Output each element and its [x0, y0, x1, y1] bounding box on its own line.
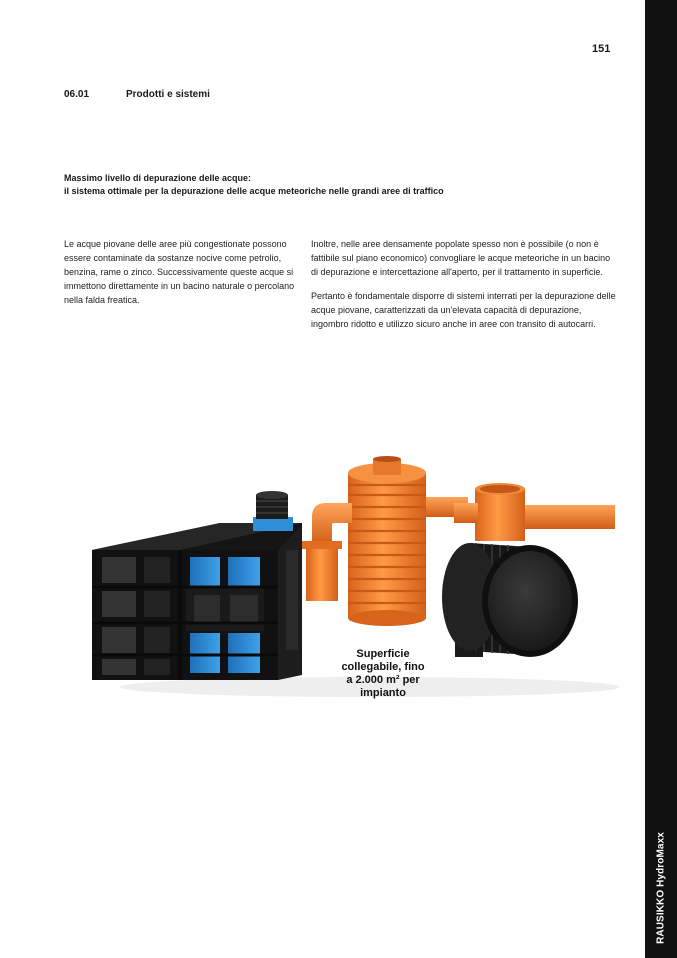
body-paragraph: Pertanto è fondamentale disporre di sistemi interrati per la depurazione delle acque piovane, caratterizzati da un'elevata capacità di depurazione, ingombro ridotto e utilizzo sicuro anche in aree con transito di autocarri. — [311, 291, 616, 329]
inspection-shaft — [348, 456, 426, 626]
caption-line: collegabile, fino — [341, 661, 425, 673]
side-label: RAUSIKKO HydroMaxx — [655, 832, 667, 944]
caption-line: Superficie — [356, 648, 410, 660]
headline-line-2: il sistema ottimale per la depurazione delle acque meteoriche nelle grandi aree di traffico — [64, 186, 444, 196]
section-number: 06.01 — [64, 89, 90, 100]
image-caption — [318, 648, 448, 700]
body-column-right — [311, 237, 616, 331]
caption-line: a 2.000 m² per — [346, 674, 420, 686]
tank-shaft — [454, 483, 525, 541]
body-paragraph: Le acque piovane delle aree più congestionate possono essere contaminate da sostanze nocive come petrolio, benzina, rame o zinco. Successivamente queste acque si immettono direttamente in un bacino naturale o percolano nella falda freatica. — [64, 239, 295, 305]
body-column-left — [64, 237, 308, 307]
headline — [64, 172, 584, 198]
headline-line-1: Massimo livello di depurazione delle acque: — [64, 173, 252, 183]
side-bar — [645, 0, 677, 958]
connection-pipe — [302, 503, 352, 601]
page-number: 151 — [592, 43, 611, 55]
storage-tank — [442, 543, 578, 657]
caption-line: impianto — [360, 687, 406, 699]
body-paragraph: Inoltre, nelle aree densamente popolate spesso non è possibile (o non è fattibile sul piano economico) convogliare le acque meteoriche in un bacino di depurazione e intercettazione all'aperto, per il trattamento in superficie. — [311, 239, 611, 277]
section-title: Prodotti e sistemi — [126, 89, 210, 100]
riser-pipe — [253, 491, 293, 531]
infiltration-modules — [92, 523, 302, 680]
